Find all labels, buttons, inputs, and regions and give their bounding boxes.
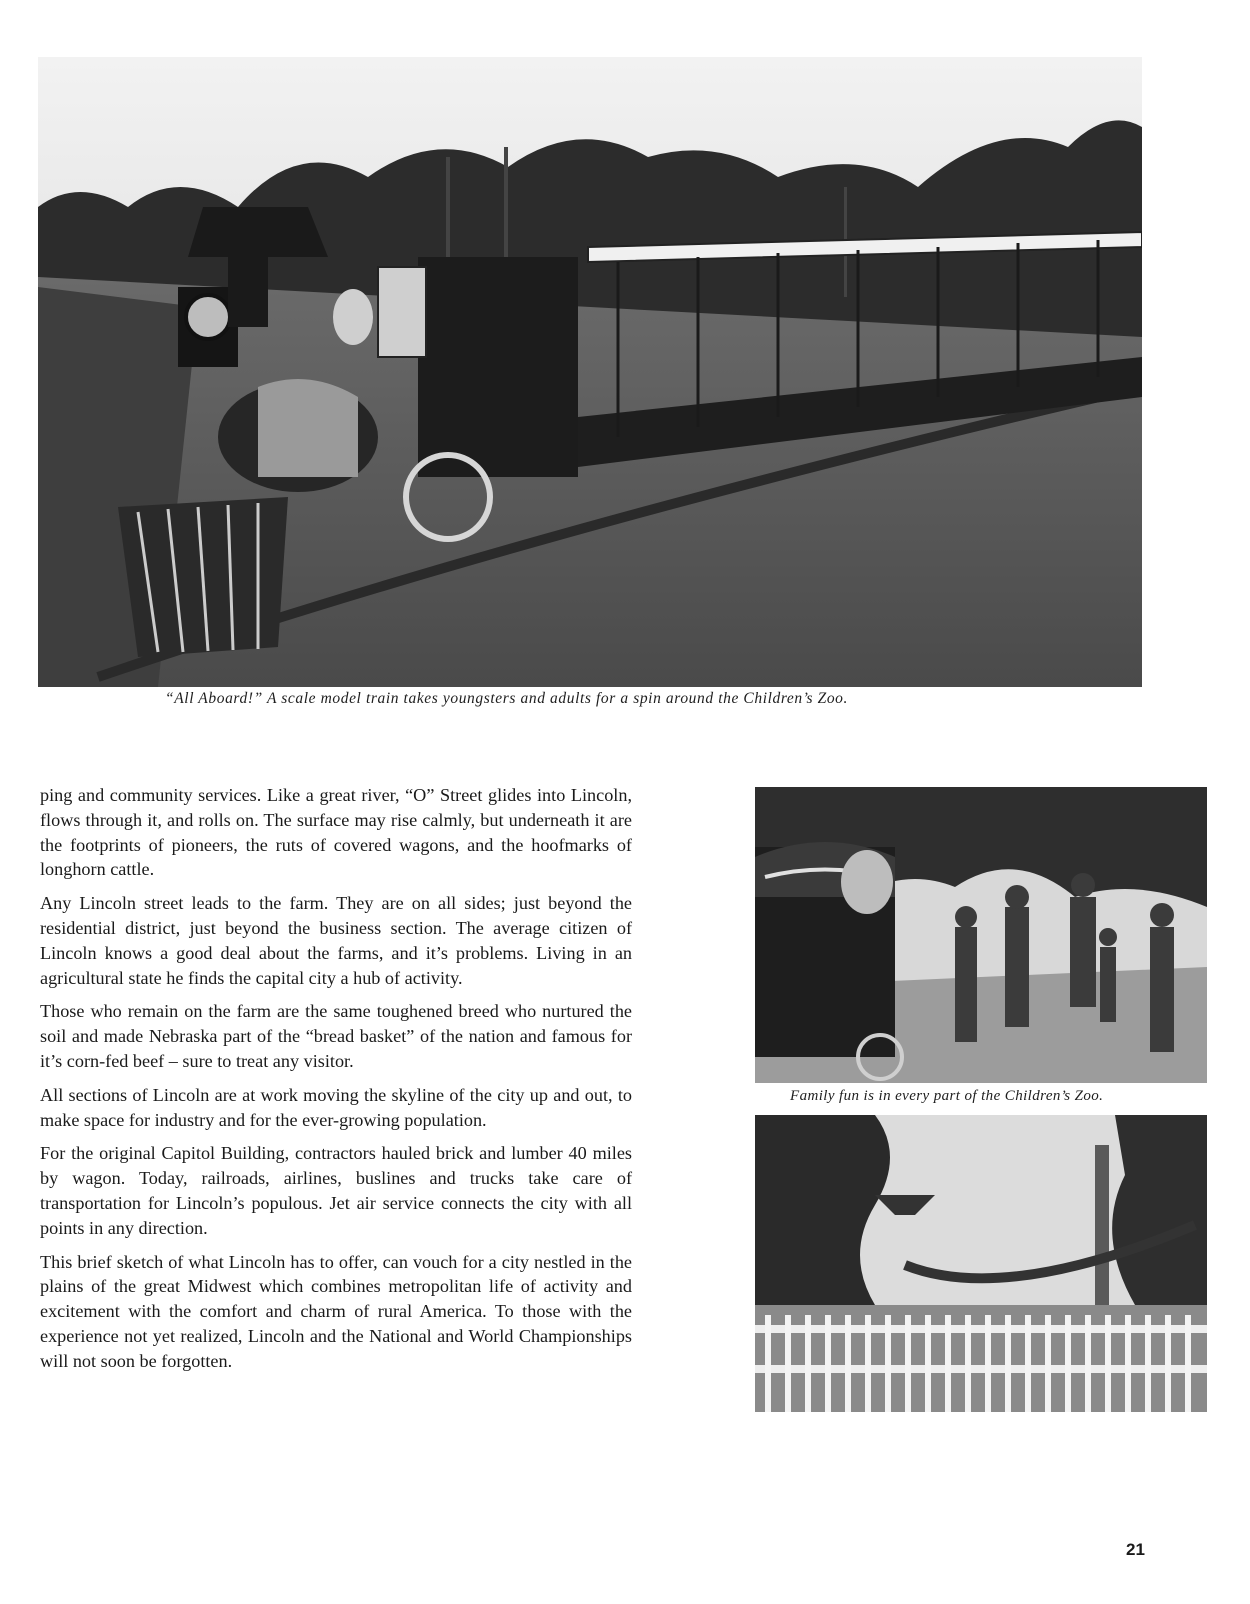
paragraph: ping and community services. Like a great river, “O” Street glides into Lincoln, flows through it, and rolls on. The surface may rise calmly, but underneath it are the footprints of pioneers, the ruts of covered wagons, and the hoofmarks of longhorn cattle. <box>40 785 632 880</box>
paragraph: Any Lincoln street leads to the farm. They are on all sides; just beyond the residential district, just beyond the business section. The average citizen of Lincoln knows a good deal about the farms, and it’s problems. Living in an agricultural state he finds the capital city a hub of activity. <box>40 893 632 988</box>
playground-photo <box>755 1115 1207 1412</box>
paragraph: This brief sketch of what Lincoln has to offer, can vouch for a city nestled in the plains of the great Midwest which combines metropolitan life of activity and excitement with the comfort and charm of rural America. To those with the experience not yet realized, Lincoln and the National and World Championships will not soon be forgotten. <box>40 1251 632 1371</box>
article-body <box>40 783 632 1383</box>
paragraph: For the original Capitol Building, contractors hauled brick and lumber 40 miles by wagon. Today, railroads, airlines, buslines and trucks take care of transportation for Lincoln’s populous. Jet air service connects the city with all points in any direction. <box>40 1143 632 1238</box>
paragraph: All sections of Lincoln are at work moving the skyline of the city up and out, to make space for industry and for the ever-growing population. <box>40 1084 632 1130</box>
page-number: 21 <box>1126 1540 1145 1559</box>
paragraph: Those who remain on the farm are the same toughened breed who nurtured the soil and made Nebraska part of the “bread basket” of the nation and famous for it’s corn-fed beef – sure to treat any visitor. <box>40 1001 632 1071</box>
family-fun-photo <box>755 787 1207 1083</box>
family-fun-caption: Family fun is in every part of the Children’s Zoo. <box>790 1088 1104 1104</box>
train-photo-caption: “All Aboard!” A scale model train takes youngsters and adults for a spin around the Children’s Zoo. <box>165 690 849 707</box>
train-photo <box>38 57 1142 687</box>
